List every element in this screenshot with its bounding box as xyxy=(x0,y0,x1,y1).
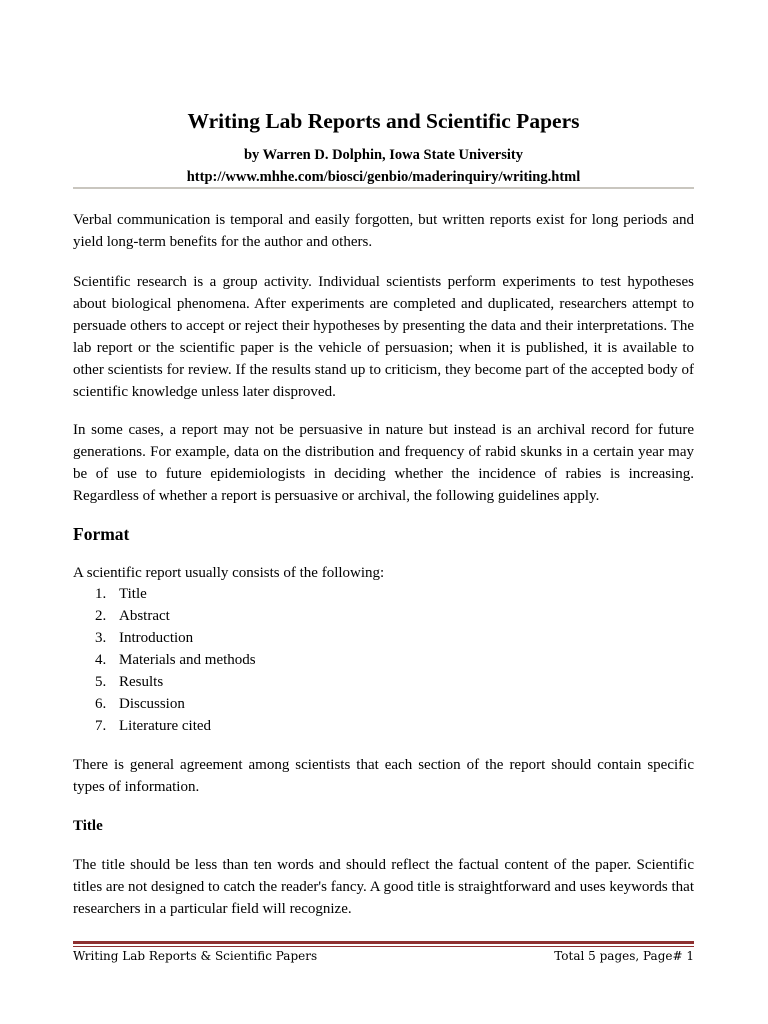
list-label: Discussion xyxy=(119,696,185,712)
source-url[interactable]: http://www.mhhe.com/biosci/genbio/maderinquiry/writing.html xyxy=(186,169,581,185)
header-divider xyxy=(73,187,694,189)
paragraph-agreement: There is general agreement among scientists that each section of the report should contain specific types of information. xyxy=(73,757,694,795)
list-item xyxy=(73,693,256,715)
list-item xyxy=(73,583,256,605)
list-label: Literature cited xyxy=(119,718,212,734)
list-number: 1. xyxy=(95,586,107,602)
list-number: 2. xyxy=(95,608,107,624)
footer-page-number: Total 5 pages, Page# 1 xyxy=(554,949,694,963)
list-number: 7. xyxy=(95,718,107,734)
paragraph-intro: Verbal communication is temporal and easily forgotten, but written reports exist for long periods and yield long-term benefits for the author and others. xyxy=(73,212,694,250)
list-label: Introduction xyxy=(119,630,194,646)
footer-divider-thick xyxy=(73,941,694,944)
list-item xyxy=(73,671,256,693)
list-item xyxy=(73,715,256,737)
paragraph-format-intro: A scientific report usually consists of the following: xyxy=(73,565,385,581)
author-byline: by Warren D. Dolphin, Iowa State University xyxy=(243,147,523,163)
list-number: 3. xyxy=(95,630,107,646)
paragraph-title-guidance: The title should be less than ten words and should reflect the factual content of the paper. Scientific titles are not designed to catch the reader's fancy. A good title is straightforward and uses keywords that researchers in a particular field will recognize. xyxy=(73,857,694,917)
list-item xyxy=(73,627,256,649)
heading-format: Format xyxy=(73,524,130,544)
list-item xyxy=(73,605,256,627)
list-number: 4. xyxy=(95,652,107,668)
list-item xyxy=(73,649,256,671)
list-label: Abstract xyxy=(119,608,170,624)
list-label: Title xyxy=(119,586,147,602)
heading-title: Title xyxy=(73,818,103,834)
paragraph-research: Scientific research is a group activity. Individual scientists perform experiments to test hypotheses about biological phenomena. After experiments are completed and duplicated, researchers attempt to persuade others to accept or reject their hypotheses by presenting the data and their interpretations. The lab report or the scientific paper is the vehicle of persuasion; when it is published, it is available to other scientists for review. If the results stand up to criticism, they become part of the accepted body of scientific knowledge unless later disproved. xyxy=(73,274,694,400)
footer-document-name: Writing Lab Reports & Scientific Papers xyxy=(73,949,318,963)
footer-divider-thin xyxy=(73,946,694,947)
list-number: 5. xyxy=(95,674,107,690)
list-number: 6. xyxy=(95,696,107,712)
paragraph-archival: In some cases, a report may not be persuasive in nature but instead is an archival record for future generations. For example, data on the distribution and frequency of rabid skunks in a certain year may be of use to future epidemiologists in deciding whether the incidence of rabies is increasing. Regardless of whether a report is persuasive or archival, the following guidelines apply. xyxy=(73,422,694,504)
section-list xyxy=(73,583,256,737)
list-label: Results xyxy=(119,674,164,690)
document-title: Writing Lab Reports and Scientific Papers xyxy=(187,109,580,133)
list-label: Materials and methods xyxy=(119,652,256,668)
